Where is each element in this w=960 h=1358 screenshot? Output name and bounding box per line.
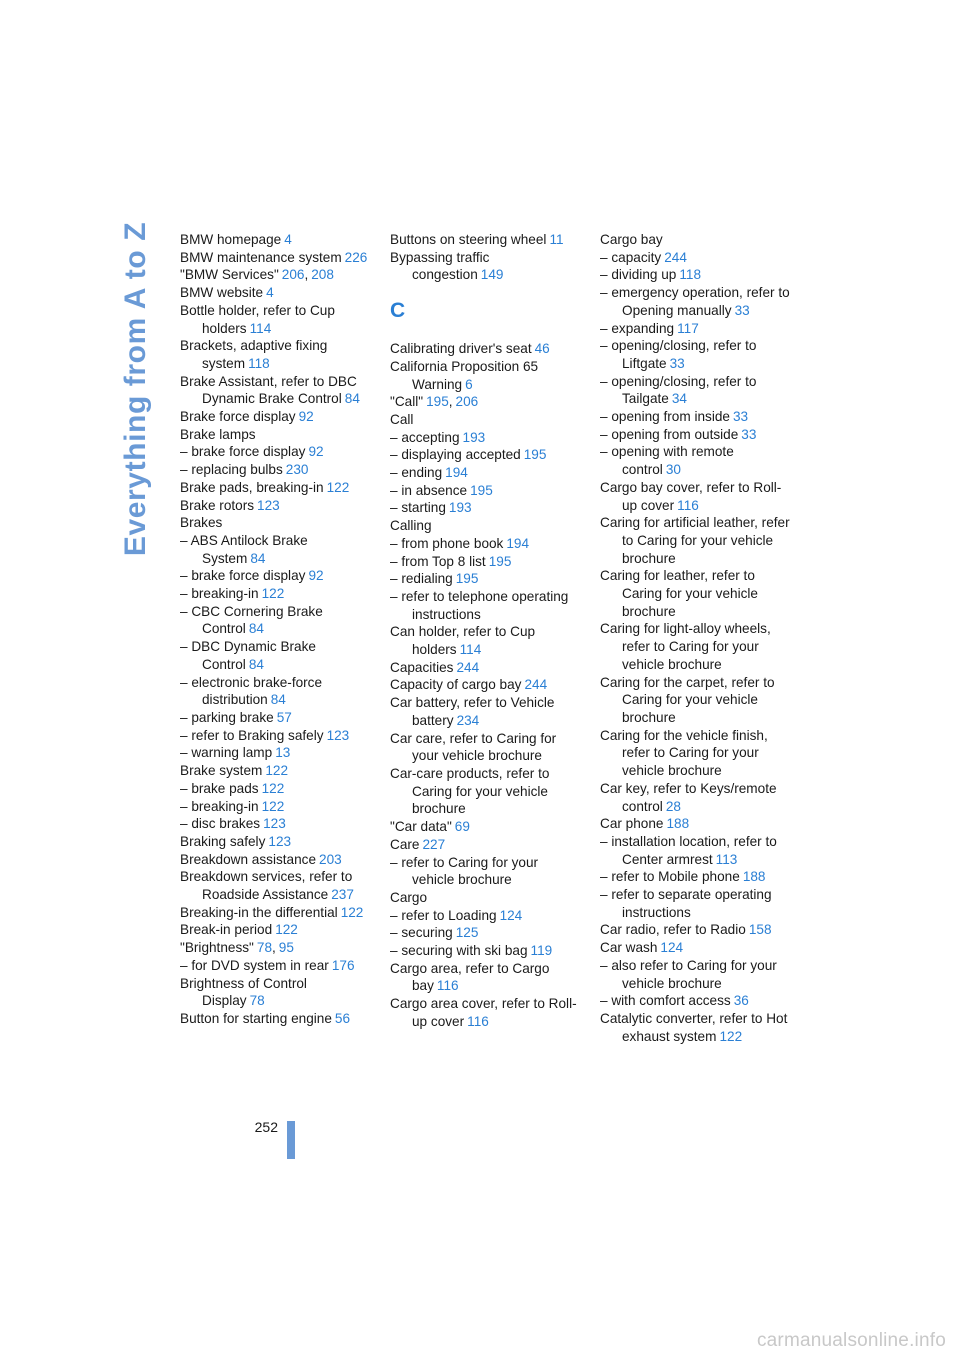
index-entry (180, 851, 370, 869)
index-entry-text: Can holder, refer to Cup holders (390, 624, 536, 658)
index-entry-text: Caring for artificial leather, refer to Caring for your vehicle brochure (600, 515, 790, 566)
index-entry-text: – from phone book (390, 535, 504, 551)
index-entry-text: – brake force display (180, 568, 306, 584)
index-entry-text: – CBC Cornering Brake Control (180, 603, 323, 637)
index-entry (180, 921, 370, 939)
index-entry-text: Brake force display (180, 409, 296, 425)
index-entry-text: Calling (390, 518, 432, 534)
index-entry-text: Brake system (180, 763, 263, 779)
index-entry (180, 514, 370, 532)
index-entry (600, 337, 790, 372)
index-entry-text: – securing with ski bag (390, 943, 528, 959)
index-entry-text: Brakes (180, 515, 223, 531)
index-entry-text: – refer to telephone operating instructions (390, 588, 569, 622)
index-entry (600, 1010, 790, 1045)
index-entry-text: – opening/closing, refer to Liftgate (600, 338, 757, 371)
index-entry (180, 638, 370, 673)
index-entry (390, 429, 580, 447)
index-entry-text: – also refer to Caring for your vehicle brochure (600, 957, 777, 991)
page-reference-link[interactable]: 208 (311, 267, 334, 283)
page-reference-link[interactable]: 237 (331, 887, 354, 903)
index-entry-text: Caring for light-alloy wheels, refer to Caring for your vehicle brochure (600, 621, 771, 672)
index-entry (390, 960, 580, 995)
index-entry (600, 886, 790, 921)
index-entry (600, 957, 790, 992)
index-entry (390, 340, 580, 358)
page-reference-link[interactable]: 122 (275, 922, 298, 938)
index-entry-text: Cargo area cover, refer to Roll-up cover (390, 996, 577, 1029)
page-reference-link[interactable]: 188 (742, 869, 766, 885)
index-entry-text: Care (390, 836, 420, 852)
page-reference-link[interactable]: 33 (732, 409, 749, 425)
page-reference-link[interactable]: 176 (331, 957, 355, 973)
index-entry-text: Cargo (390, 889, 428, 905)
index-entry (600, 567, 790, 620)
index-entry-text: BMW homepage (180, 232, 282, 247)
index-entry-text: Breakdown services, refer to Roadside Assistance (180, 869, 353, 903)
index-entry-text: Cargo area, refer to Cargo bay (390, 960, 550, 994)
page-reference-link[interactable]: 124 (499, 907, 523, 923)
index-entry-text: – opening with remote control (600, 444, 734, 478)
index-entry-text: – breaking-in (180, 586, 259, 602)
index-entry-text: Car-care products, refer to Caring for your vehicle brochure (390, 765, 550, 817)
page-reference-link[interactable]: 193 (448, 500, 472, 516)
index-entry-text: – warning lamp (180, 745, 273, 761)
index-entry (390, 730, 580, 765)
index-entry-text: – opening/closing, refer to Tailgate (600, 373, 757, 407)
page-reference-link[interactable]: 78 (256, 940, 273, 956)
index-entry-text: – opening from outside (600, 426, 739, 442)
index-column-1 (180, 231, 370, 1028)
index-entry (390, 818, 580, 836)
page-reference-link[interactable]: 56 (334, 1010, 351, 1026)
index-entry-text: – brake pads (180, 780, 259, 796)
index-entry (180, 284, 370, 302)
index-entry-text: – securing (390, 925, 453, 941)
index-entry-text: – ABS Antilock Brake System (180, 532, 308, 566)
index-entry (390, 995, 580, 1030)
index-entry-text: Caring for the carpet, refer to Caring for your vehicle brochure (600, 674, 775, 725)
page-ref-separator: , (272, 940, 276, 956)
index-entry (390, 854, 580, 889)
index-entry-text: Caring for leather, refer to Caring for your vehicle brochure (600, 568, 758, 619)
index-entry-text: – from Top 8 list (390, 553, 486, 569)
index-entry (180, 1010, 370, 1028)
page-reference-link[interactable]: 122 (340, 904, 364, 920)
index-entry-text: – redialing (390, 571, 453, 587)
index-entry-text: Cargo bay cover, refer to Roll-up cover (600, 479, 782, 513)
index-entry-text: Breakdown assistance (180, 851, 317, 867)
index-entry (180, 479, 370, 497)
page-reference-link[interactable]: 119 (530, 943, 553, 959)
index-entry-text: Car care, refer to Caring for your vehicle brochure (390, 730, 557, 764)
index-entry (180, 815, 370, 833)
index-entry (180, 443, 370, 461)
index-entry (600, 443, 790, 478)
index-entry (180, 426, 370, 444)
index-entry (390, 446, 580, 464)
index-entry-text: Bottle holder, refer to Cup holders (180, 302, 335, 336)
page-reference-link[interactable]: 11 (549, 232, 564, 247)
page-reference-link[interactable]: 28 (665, 798, 681, 814)
index-entry (180, 231, 370, 249)
index-entry-text: Brake rotors (180, 497, 255, 513)
page-reference-link[interactable]: 84 (248, 621, 264, 637)
page-reference-link[interactable]: 122 (261, 798, 285, 814)
index-entry (180, 603, 370, 638)
page-reference-link[interactable]: 92 (308, 568, 324, 584)
index-entry (180, 744, 370, 762)
page-reference-link[interactable]: 95 (278, 940, 294, 956)
page-reference-link[interactable]: 57 (276, 709, 292, 725)
side-chapter-title-text: Everything from A to Z (119, 221, 153, 557)
index-entry (390, 623, 580, 658)
page-reference-link[interactable]: 78 (249, 993, 265, 1009)
page-reference-link[interactable]: 227 (422, 836, 446, 852)
page-reference-link[interactable]: 33 (741, 426, 757, 442)
index-entry-text: BMW website (180, 285, 264, 301)
page-reference-link[interactable]: 34 (671, 391, 687, 407)
index-entry (180, 302, 370, 337)
index-entry-text: Call (390, 411, 414, 427)
page-reference-link[interactable]: 122 (261, 586, 285, 602)
index-entry (390, 676, 580, 694)
index-entry (180, 975, 370, 1010)
page-reference-link[interactable]: 30 (665, 462, 681, 478)
page-reference-link[interactable]: 84 (344, 391, 360, 407)
index-entry-text: Car wash (600, 940, 658, 956)
index-entry-text: California Proposition 65 Warning (390, 358, 539, 392)
index-entry-text: Brightness of Control Display (180, 975, 307, 1009)
index-entry (390, 517, 580, 535)
index-entry (390, 411, 580, 429)
index-entry (600, 992, 790, 1010)
index-entry (180, 868, 370, 903)
page-reference-link[interactable]: 123 (268, 833, 292, 849)
index-entry (600, 815, 790, 833)
index-entry (600, 320, 790, 338)
index-entry-text: Capacities (390, 659, 454, 675)
index-entry-text: – disc brakes (180, 816, 261, 832)
index-entry-text: "BMW Services" (180, 267, 279, 283)
index-column-2 (390, 231, 580, 1031)
index-entry (390, 393, 580, 411)
index-entry (600, 373, 790, 408)
page-reference-link[interactable]: 195 (523, 447, 547, 463)
index-entry-text: Braking safely (180, 833, 266, 849)
page-reference-link[interactable]: 122 (265, 763, 289, 779)
index-entry-text: Capacity of cargo bay (390, 677, 522, 693)
index-entry (600, 266, 790, 284)
page-reference-link[interactable]: 84 (270, 692, 286, 708)
index-entry (180, 266, 370, 284)
index-entry (180, 567, 370, 585)
page-reference-link[interactable]: 113 (715, 851, 738, 867)
page-reference-link[interactable]: 116 (677, 497, 699, 513)
page-reference-link[interactable]: 123 (257, 497, 280, 513)
page-reference-link[interactable]: 206 (281, 267, 305, 283)
index-entry-text: "Brightness" (180, 940, 254, 956)
page-reference-link[interactable]: 194 (445, 465, 468, 481)
index-entry (600, 780, 790, 815)
index-entry (600, 727, 790, 780)
page-reference-link[interactable]: 230 (285, 462, 309, 478)
index-entry (180, 497, 370, 515)
index-entry (600, 249, 790, 267)
page-reference-link[interactable]: 234 (456, 712, 480, 728)
page-reference-link[interactable]: 118 (248, 355, 270, 371)
index-entry-text: – accepting (390, 429, 460, 445)
index-entry (180, 957, 370, 975)
page-reference-link[interactable]: 149 (480, 267, 504, 283)
index-entry (600, 939, 790, 957)
index-entry-text: Car radio, refer to Radio (600, 922, 746, 938)
index-entry (600, 620, 790, 673)
index-entry (180, 727, 370, 745)
index-entry-text: – refer to Braking safely (180, 727, 324, 743)
index-entry-text: – with comfort access (600, 993, 731, 1009)
index-entry-text: – breaking-in (180, 798, 259, 814)
index-entry (390, 499, 580, 517)
index-entry-text: – replacing bulbs (180, 462, 283, 478)
index-entry-text: Breaking-in the differential (180, 904, 338, 920)
index-entry-text: – dividing up (600, 267, 677, 283)
page-reference-link[interactable]: 36 (733, 993, 749, 1009)
page-reference-link[interactable]: 244 (664, 249, 687, 265)
index-column-3 (600, 231, 790, 1045)
index-entry-text: Brake pads, breaking-in (180, 479, 324, 495)
page-reference-link[interactable]: 195 (470, 482, 493, 498)
index-entry (180, 762, 370, 780)
page-reference-link[interactable]: 123 (263, 816, 286, 832)
page-reference-link[interactable]: 122 (719, 1028, 743, 1044)
page-reference-link[interactable]: 244 (524, 677, 548, 693)
index-entry-text: Brackets, adaptive fixing system (180, 338, 328, 371)
page-reference-link[interactable]: 195 (488, 553, 512, 569)
index-entry-text: – installation location, refer to Center armrest (600, 833, 777, 867)
index-entry (180, 249, 370, 267)
index-entry (600, 426, 790, 444)
page-reference-link[interactable]: 188 (666, 816, 690, 832)
index-entry (390, 570, 580, 588)
index-entry-text: – refer to Loading (390, 907, 497, 923)
index-entry (600, 479, 790, 514)
index-entry-text: "Call" (390, 394, 424, 410)
index-entry (390, 553, 580, 571)
page-reference-link[interactable]: 123 (326, 727, 350, 743)
page-reference-link[interactable]: 4 (266, 285, 274, 301)
index-entry (390, 836, 580, 854)
index-entry (180, 780, 370, 798)
index-entry-text: Break-in period (180, 922, 273, 938)
page-reference-link[interactable]: 124 (660, 940, 684, 956)
page-reference-link[interactable]: 244 (456, 659, 480, 675)
index-entry (180, 337, 370, 372)
page-reference-link[interactable]: 92 (298, 409, 314, 425)
index-entry (390, 889, 580, 907)
page-number: 252 (254, 1119, 278, 1135)
index-entry-text: – capacity (600, 249, 662, 265)
index-entry-text: Calibrating driver's seat (390, 341, 532, 357)
index-entry (180, 709, 370, 727)
page-reference-link[interactable]: 114 (459, 642, 482, 658)
index-entry-text: – displaying accepted (390, 447, 521, 463)
page-reference-link[interactable]: 118 (679, 267, 702, 283)
index-entry (180, 939, 370, 957)
index-entry-text: – expanding (600, 320, 675, 336)
page-reference-link[interactable]: 33 (734, 302, 750, 318)
page-reference-link[interactable]: 84 (248, 656, 264, 672)
side-chapter-title (116, 221, 156, 557)
index-entry-text: – brake force display (180, 444, 306, 460)
index-entry (390, 358, 580, 393)
page-reference-link[interactable]: 84 (250, 550, 266, 566)
index-entry (390, 535, 580, 553)
index-entry-text: Car key, refer to Keys/remote control (600, 780, 777, 814)
section-letter: C (390, 299, 406, 323)
index-entry-text: Car battery, refer to Vehicle battery (390, 695, 555, 728)
index-entry-text: Brake Assistant, refer to DBC Dynamic Brake Control (180, 373, 357, 407)
index-entry-text: – opening from inside (600, 409, 730, 425)
page-reference-link[interactable]: 6 (465, 376, 473, 392)
page-reference-link[interactable]: 195 (455, 571, 479, 587)
page-reference-link[interactable]: 122 (261, 780, 285, 796)
index-entry-text: Caring for the vehicle finish, refer to Caring for your vehicle brochure (600, 727, 768, 779)
page-reference-link[interactable]: 206 (455, 394, 479, 410)
index-entry-text: – refer to Mobile phone (600, 869, 740, 885)
index-entry (180, 904, 370, 922)
index-entry (180, 408, 370, 426)
page-reference-link[interactable]: 226 (344, 249, 368, 265)
page-ref-separator: , (448, 394, 453, 410)
index-entry (390, 588, 580, 623)
index-entry-text: – emergency operation, refer to Opening manually (600, 285, 790, 318)
index-entry-text: Catalytic converter, refer to Hot exhaust system (600, 1010, 788, 1044)
page-reference-link[interactable]: 116 (467, 1013, 489, 1029)
index-entry-text: – refer to Caring for your vehicle brochure (390, 854, 539, 888)
index-entry-text: – DBC Dynamic Brake Control (180, 639, 316, 672)
index-entry (600, 514, 790, 567)
index-entry (390, 231, 580, 249)
index-entry (180, 833, 370, 851)
page-reference-link[interactable]: 69 (454, 819, 470, 835)
index-entry (180, 461, 370, 479)
watermark: carmanualsonline.info (756, 1330, 946, 1351)
index-entry (600, 868, 790, 886)
index-entry (180, 532, 370, 567)
page-reference-link[interactable]: 46 (534, 341, 550, 357)
index-entry-text: "Car data" (390, 819, 452, 835)
index-entry (180, 585, 370, 603)
page-reference-link[interactable]: 122 (326, 479, 350, 495)
page-reference-link[interactable]: 13 (275, 745, 291, 761)
index-entry (390, 924, 580, 942)
page-reference-link[interactable]: 125 (455, 925, 479, 941)
page-reference-link[interactable]: 193 (462, 429, 486, 445)
page-reference-link[interactable]: 117 (677, 320, 699, 336)
index-entry (180, 373, 370, 408)
page-ref-separator: , (304, 267, 309, 283)
page-reference-link[interactable]: 158 (748, 922, 772, 938)
index-entry-text: – for DVD system in rear (180, 957, 329, 973)
index-entry-text: Bypassing traffic congestion (390, 249, 490, 283)
index-entry-text: BMW maintenance system (180, 249, 342, 265)
index-entry-text: – starting (390, 500, 446, 516)
index-entry-text: – parking brake (180, 709, 274, 725)
index-entry-text: Buttons on steering wheel (390, 232, 547, 247)
index-entry-text: Car phone (600, 816, 664, 832)
index-entry (390, 249, 580, 284)
index-entry (600, 833, 790, 868)
index-entry (600, 408, 790, 426)
page-reference-link[interactable]: 116 (436, 978, 459, 994)
index-entry (600, 231, 790, 249)
page-reference-link[interactable]: 203 (319, 851, 342, 867)
page-reference-link[interactable]: 194 (506, 535, 530, 551)
page-number-bar (287, 1121, 295, 1159)
page-reference-link[interactable]: 33 (669, 355, 685, 371)
index-entry (390, 482, 580, 500)
index-entry (600, 921, 790, 939)
page-reference-link[interactable]: 195 (426, 394, 449, 410)
index-entry-text: Cargo bay (600, 232, 663, 247)
index-entry (390, 942, 580, 960)
index-entry (390, 765, 580, 818)
index-entry (600, 674, 790, 727)
index-entry (180, 674, 370, 709)
index-entry-text: – ending (390, 465, 443, 481)
index-entry (600, 284, 790, 319)
index-entry (390, 907, 580, 925)
page-reference-link[interactable]: 114 (249, 320, 272, 336)
index-entry (180, 798, 370, 816)
index-entry-text: Brake lamps (180, 426, 256, 442)
page-reference-link[interactable]: 92 (308, 444, 324, 460)
index-entry (390, 659, 580, 677)
index-entry (390, 694, 580, 729)
index-entry-text: – refer to separate operating instructions (600, 887, 772, 920)
index-entry-text: Button for starting engine (180, 1010, 332, 1026)
index-entry (390, 464, 580, 482)
index-entry-text: – in absence (390, 482, 468, 498)
index-entry-text: – electronic brake-force distribution (180, 674, 323, 708)
page-reference-link[interactable]: 4 (284, 232, 292, 247)
